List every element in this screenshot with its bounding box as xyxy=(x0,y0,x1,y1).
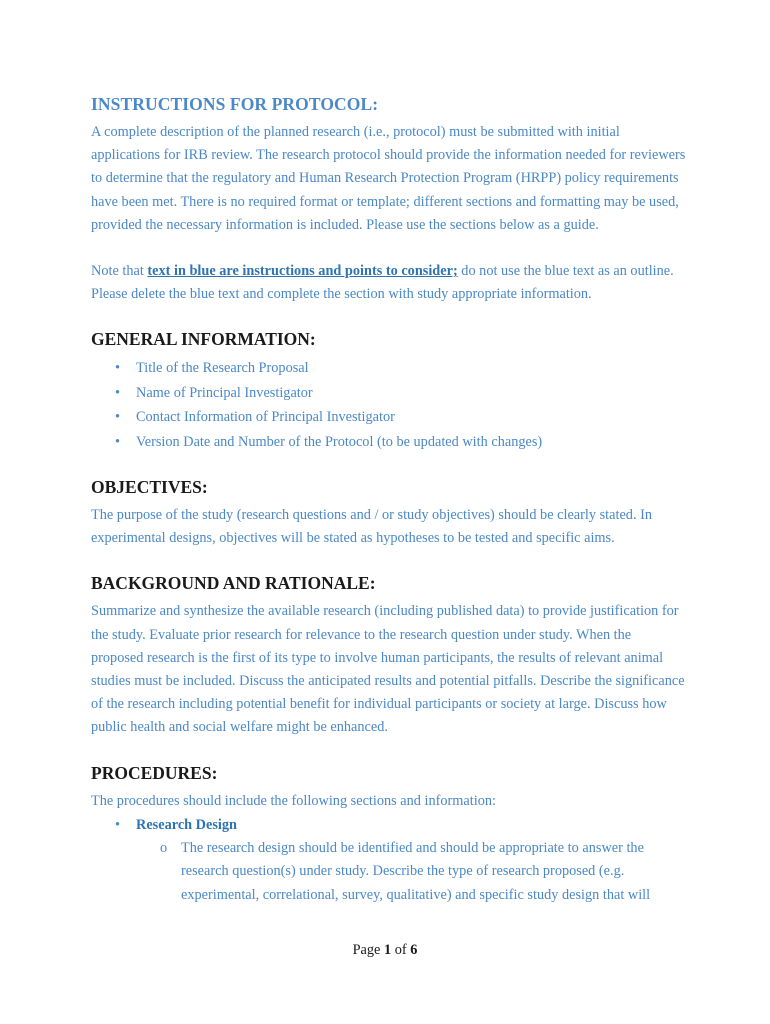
list-item-text: Name of Principal Investigator xyxy=(136,384,313,401)
total-page-number: 6 xyxy=(410,942,418,958)
list-item xyxy=(91,837,686,907)
of-word: of xyxy=(394,942,407,958)
objectives-paragraph: The purpose of the study (research questions and / or study objectives) should be clearly stated. In experimental designs, objectives will be stated as hypotheses to be tested and specific aims. xyxy=(91,507,652,547)
bullet-icon: • xyxy=(115,384,121,401)
list-item xyxy=(91,430,686,454)
list-item-text: The research design should be identified and should be appropriate to answer the research question(s) under study. Describe the type of research proposed (e.g. experimental, correlational, survey, qualitative) and specific study design that will xyxy=(181,840,651,903)
objectives-heading: OBJECTIVES: xyxy=(91,477,208,498)
procedures-list xyxy=(91,813,686,837)
background-paragraph: Summarize and synthesize the available research (including published data) to provide justification for the study. Evaluate prior research for relevance to the research question under study. When the proposed research is the first of its type to involve human participants, the results of relevant animal studies must be included. Discuss the anticipated results and potential pitfalls. Describe the significance of the research including potential benefit for individual participants or society at large. Discuss how public health and social welfare might be enhanced. xyxy=(91,603,685,736)
bullet-icon: • xyxy=(115,360,121,377)
note-suffix: do not use the blue text as an outline. Please delete the blue text and complete the section with study appropriate information. xyxy=(91,263,674,303)
research-design-label: Research Design xyxy=(136,816,237,833)
note-prefix: Note that xyxy=(91,263,148,280)
note-paragraph xyxy=(91,260,686,306)
instructions-heading: INSTRUCTIONS FOR PROTOCOL: xyxy=(91,94,379,114)
instructions-paragraph: A complete description of the planned research (i.e., protocol) must be submitted with initial applications for IRB review. The research protocol should provide the information needed for reviewers to determine that the regulatory and Human Research Protection Program (HRPP) policy requirements have been met. There is no required format or template; different sections and formatting may be used, provided the necessary information is included. Please use the sections below as a guide. xyxy=(91,124,686,233)
procedures-heading: PROCEDURES: xyxy=(91,762,218,783)
page-word: Page xyxy=(352,942,381,958)
current-page-number: 1 xyxy=(383,942,392,958)
circle-bullet-icon: o xyxy=(160,840,168,857)
bullet-icon: • xyxy=(115,409,121,426)
list-item xyxy=(91,381,686,405)
procedures-sublist xyxy=(91,837,686,907)
list-item-text: Title of the Research Proposal xyxy=(136,360,309,377)
general-heading: GENERAL INFORMATION: xyxy=(91,329,316,350)
background-heading: BACKGROUND AND RATIONALE: xyxy=(91,573,376,594)
list-item xyxy=(91,356,686,380)
document-body xyxy=(91,94,686,907)
bullet-icon: • xyxy=(115,433,121,450)
list-item xyxy=(91,813,686,837)
procedures-intro: The procedures should include the following sections and information: xyxy=(91,792,496,809)
list-item xyxy=(91,405,686,429)
page-footer xyxy=(0,942,770,959)
note-emphasis: text in blue are instructions and points to consider; xyxy=(147,263,458,280)
list-item-text: Version Date and Number of the Protocol (to be updated with changes) xyxy=(136,433,543,450)
bullet-icon: • xyxy=(115,816,121,833)
list-item-text: Contact Information of Principal Investigator xyxy=(136,409,395,426)
general-list xyxy=(91,356,686,454)
